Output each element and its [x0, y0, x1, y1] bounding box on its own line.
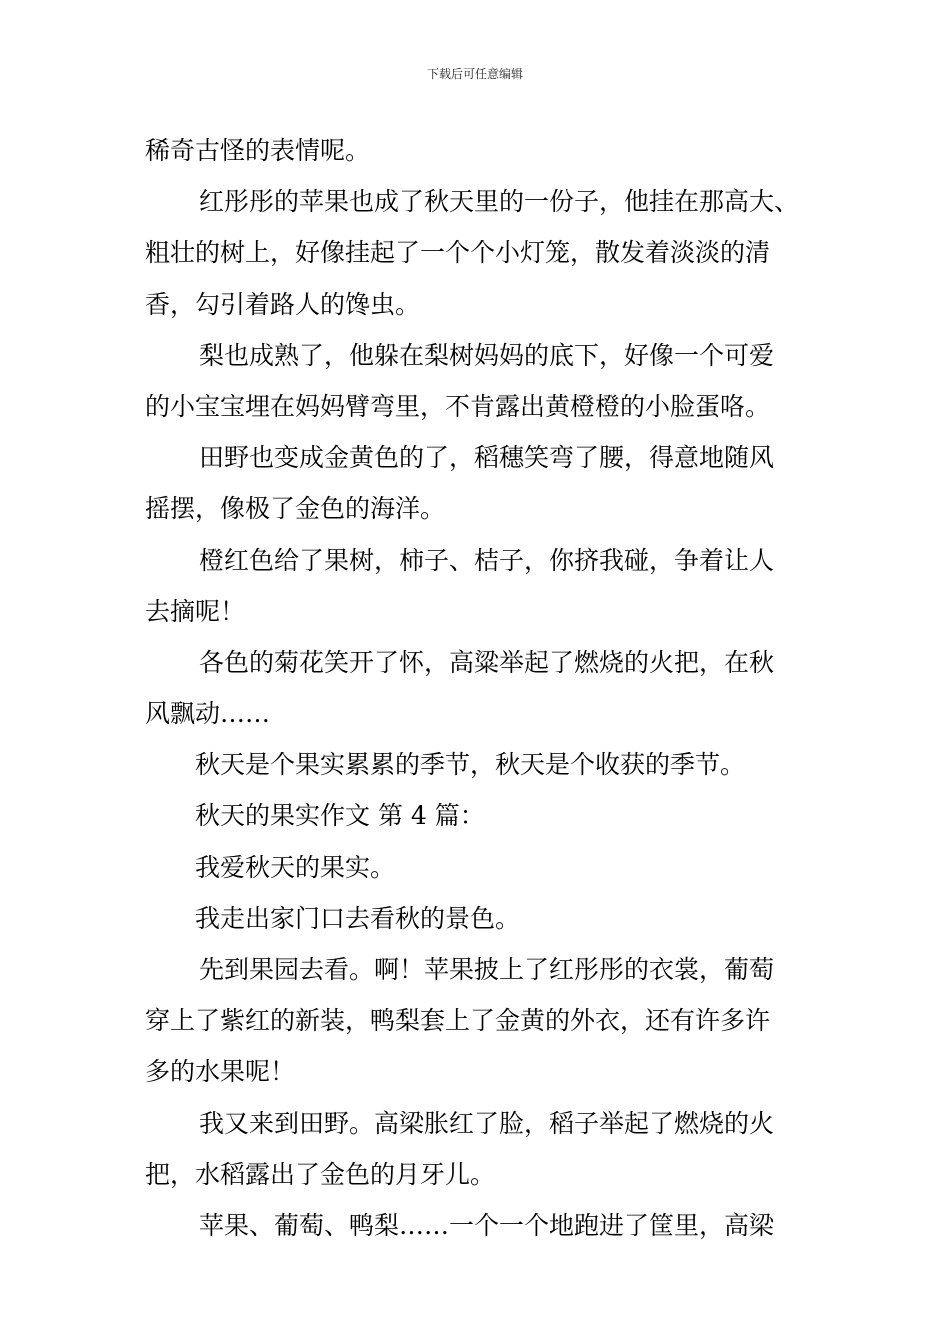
- page-header: 下载后可任意编辑: [426, 67, 523, 81]
- section-heading: 秋天的果实作文 第 4 篇：: [195, 801, 485, 831]
- text-line: 苹果、葡萄、鸭梨……一个一个地跑进了筐里，高梁: [199, 1210, 775, 1240]
- text-line: 我又来到田野。高梁胀红了脸，稻子举起了燃烧的火: [199, 1108, 775, 1138]
- text-line: 我走出家门口去看秋的景色。: [195, 903, 521, 933]
- text-line: 穿上了紫红的新装，鸭梨套上了金黄的外衣，还有许多许: [145, 1006, 771, 1036]
- text-line: 的小宝宝埋在妈妈臂弯里，不肯露出黄橙橙的小脸蛋咯。: [145, 391, 771, 421]
- document-body: [145, 125, 815, 1251]
- text-line: 秋天是个果实累累的季节，秋天是个收获的季节。: [195, 750, 746, 780]
- text-line: 粗壮的树上，好像挂起了一个个小灯笼，散发着淡淡的清: [145, 238, 771, 268]
- text-line: 香，勾引着路人的馋虫。: [145, 289, 421, 319]
- text-line: 风飘动……: [145, 699, 271, 729]
- text-line: 稀奇古怪的表情呢。: [145, 136, 371, 165]
- text-line: 去摘呢！: [145, 596, 246, 626]
- text-line: 多的水果呢！: [145, 1057, 296, 1087]
- text-line: 梨也成熟了，他躲在梨树妈妈的底下，好像一个可爱: [199, 340, 775, 370]
- text-line: 红彤彤的苹果也成了秋天里的一份子，他挂在那高大、: [199, 187, 800, 217]
- text-line: 把，水稻露出了金色的月牙儿。: [145, 1159, 496, 1189]
- text-line: 先到果园去看。啊！苹果披上了红彤彤的衣裳，葡萄: [199, 955, 775, 984]
- text-line: 田野也变成金黄色的了，稻穗笑弯了腰，得意地随风: [199, 443, 775, 473]
- text-line: 摇摆，像极了金色的海洋。: [145, 494, 446, 524]
- text-line: 各色的菊花笑开了怀，高粱举起了燃烧的火把，在秋: [199, 647, 775, 677]
- text-line: 橙红色给了果树，柿子、桔子，你挤我碰，争着让人: [199, 545, 775, 575]
- text-line: 我爱秋天的果实。: [195, 852, 396, 882]
